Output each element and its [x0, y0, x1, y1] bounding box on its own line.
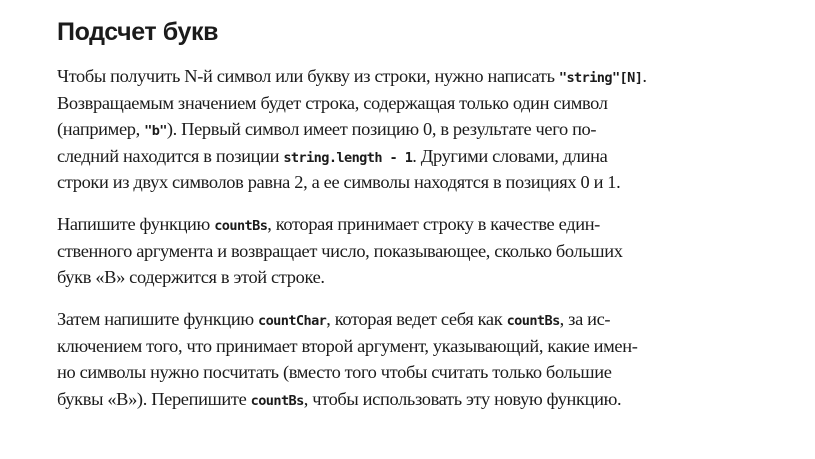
inline-code: countBs	[214, 218, 268, 234]
text-line	[57, 169, 763, 196]
text-line	[57, 90, 763, 117]
text-run: , которая ведет себя как	[326, 309, 507, 329]
paragraph-char-access	[57, 63, 763, 196]
text-line	[57, 63, 763, 90]
text-line	[57, 306, 763, 333]
text-line	[57, 238, 763, 265]
text-run: Чтобы получить N-й символ или букву из строки, нужно написать	[57, 66, 559, 86]
text-run: строки из двух символов равна 2, а ее символы находятся в позициях 0 и 1.	[57, 172, 621, 192]
text-run: , чтобы использовать эту новую функцию.	[303, 388, 622, 409]
text-line	[57, 116, 763, 143]
text-line	[57, 333, 763, 360]
text-run: . Другими словами, длина	[412, 145, 608, 166]
text-run: Затем напишите функцию	[57, 309, 258, 329]
text-line	[57, 386, 763, 413]
inline-code: countBs	[250, 392, 304, 409]
text-line	[57, 143, 763, 170]
text-line	[57, 211, 763, 238]
text-run: ственного аргумента и возвращает число, показывающее, сколько больших	[57, 240, 623, 261]
text-run: следний находится в позиции	[57, 145, 284, 166]
text-run: , за ис-	[559, 309, 611, 329]
paragraph-countchar-task	[57, 306, 763, 412]
section-heading: Подсчет букв	[57, 18, 219, 46]
text-run: буквы «В»). Перепишите	[57, 388, 251, 409]
paragraph-countbs-task	[57, 211, 763, 291]
text-run: .	[642, 66, 647, 86]
text-run: (например,	[57, 119, 145, 139]
text-run: ключением того, что принимает второй аргумент, указывающий, какие имен-	[57, 335, 638, 356]
text-run: но символы нужно посчитать (вместо того чтобы считать только большие	[57, 362, 612, 382]
text-run: Возвращаемым значением будет строка, содержащая только один символ	[57, 92, 608, 113]
inline-code: string.length - 1	[283, 149, 413, 166]
text-run: букв «В» содержится в этой строке.	[57, 267, 325, 287]
inline-code: "b"	[144, 123, 167, 139]
text-line	[57, 264, 763, 291]
text-line	[57, 359, 763, 386]
inline-code: countBs	[506, 313, 560, 329]
inline-code: "string"[N]	[558, 70, 643, 86]
text-run: , которая принимает строку в качестве един-	[267, 214, 600, 234]
inline-code: countChar	[257, 313, 327, 329]
text-run: ). Первый символ имеет позицию 0, в результате чего по-	[166, 119, 597, 139]
text-run: Напишите функцию	[57, 214, 215, 234]
